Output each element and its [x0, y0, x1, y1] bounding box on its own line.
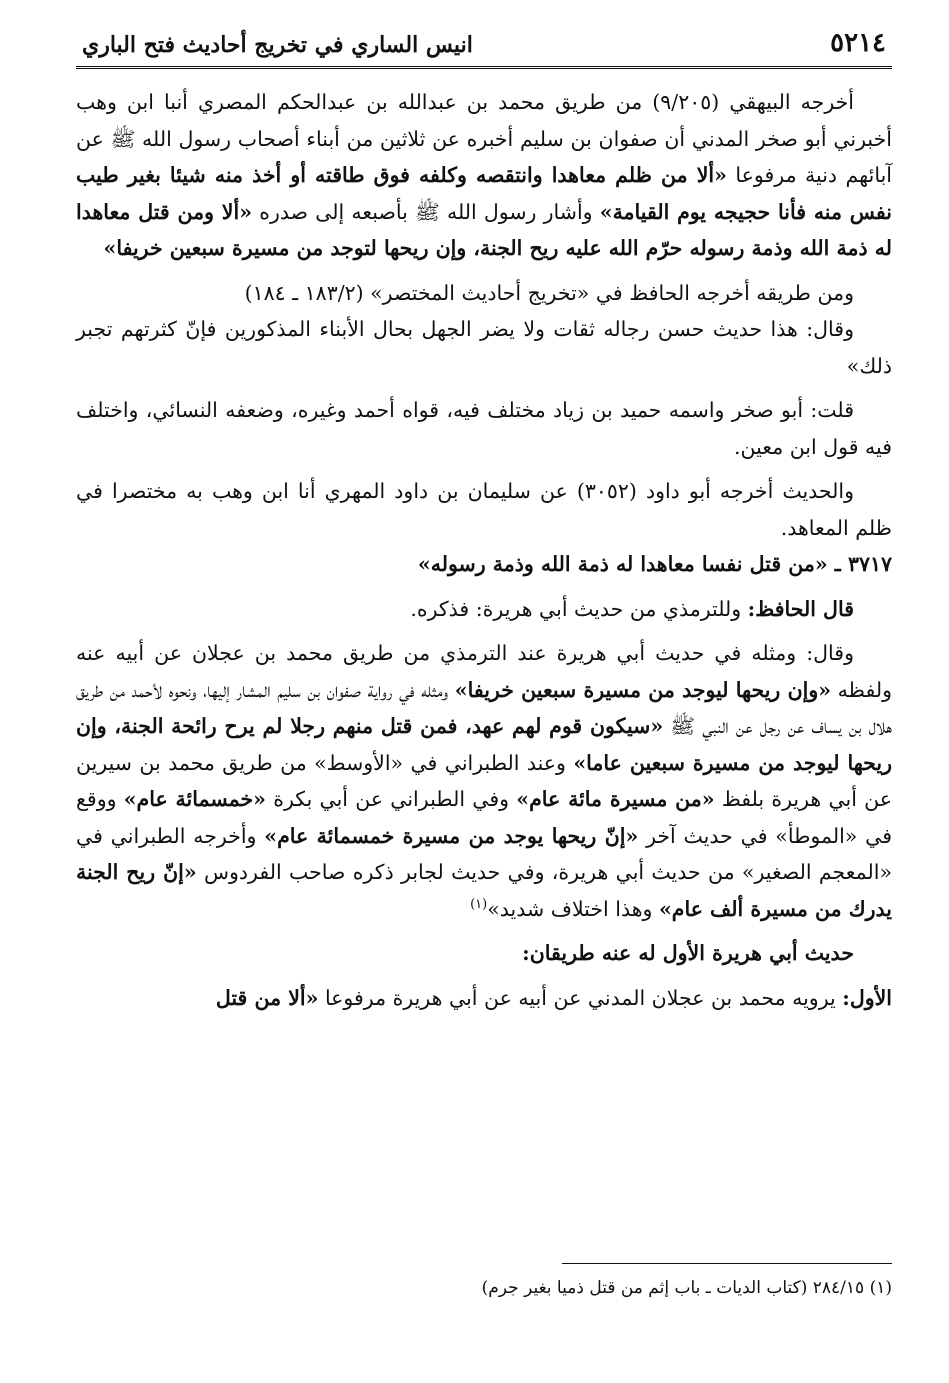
page-header	[76, 26, 892, 69]
al-awwal-label: الأول:	[842, 985, 892, 1010]
paragraph-tirmidhi	[76, 635, 892, 927]
hadith-quote: «ألا ومن قتل معاهدا له ذمة الله وذمة رسوله حرّم الله عليه ريح الجنة، وإن ريحها لتوجد من مسيرة سبعين خريفا»	[76, 199, 892, 260]
paragraph-text: ومثله في رواية صفوان بن سليم المشار إليها، ونحوه لأحمد من طريق هلال بن يساف عن رجل عن النبي ﷺ	[76, 677, 892, 738]
paragraph-qala: وقال: هذا حديث حسن رجاله ثقات ولا يضر الجهل بحال الأبناء المذكورين فإنّ كثرتهم تجبر ذلك»	[76, 317, 892, 378]
paragraph-al-awwal	[76, 980, 892, 1017]
book-title: انيس الساري في تخريج أحاديث فتح الباري	[82, 32, 473, 58]
main-text	[76, 84, 892, 1016]
paragraph-text: يرويه محمد بن عجلان المدني عن أبيه عن أبي هريرة مرفوعا	[318, 985, 843, 1010]
hadith-quote: «إنّ ريح الجنة يدرك من مسيرة ألف عام»	[76, 860, 892, 921]
paragraph-bayhaqi	[76, 84, 892, 267]
hadith-quote: «إنّ ريحها يوجد من مسيرة خمسمائة عام»	[264, 823, 639, 848]
hadith-quote: «من مسيرة مائة عام»	[516, 787, 715, 811]
paragraph-text: وعند الطبراني في «الأوسط» من طريق محمد بن سيرين عن أبي هريرة بلفظ	[76, 750, 893, 811]
footnote-marker: (١)	[470, 896, 488, 912]
paragraph-abu-dawud: والحديث أخرجه أبو داود (٣٠٥٢) عن سليمان بن داود المهري أنا ابن وهب به مختصرا في ظلم المعاهد.	[76, 479, 892, 540]
hadith-quote: «سيكون قوم لهم عهد، فمن قتل منهم رجلا لم يرح رائحة الجنة، وإن ريحها ليوجد من مسيرة سبعين عاما»	[76, 714, 893, 775]
hadith-quote: «ألا من ظلم معاهدا وانتقصه وكلفه فوق طاقته أو أخذ منه شيئا بغير طيب نفس منه فأنا حجيجه يوم القيامة»	[76, 163, 892, 224]
hadith-heading-3717	[76, 546, 892, 583]
hafiz-label: قال الحافظ:	[747, 596, 854, 621]
paragraph-text: أخرجه البيهقي (٩/٢٠٥) من طريق محمد بن عبدالله بن عبدالحكم المصري أنبا ابن وهب أخبرني أبو صخر المدني أن صفوان بن سليم أخبره عن ثلاثين من أبناء أصحاب رسول الله ﷺ عن آبائهم دنية مرفوعا	[76, 90, 892, 187]
paragraph-text: وللترمذي من حديث أبي هريرة: فذكره.	[410, 596, 748, 621]
paragraph-qal-al-hafiz	[76, 591, 892, 628]
paragraph-text: ووقع في «الموطأ» في حديث آخر	[76, 787, 893, 848]
paragraph-hafiz-takhrij: ومن طريقه أخرجه الحافظ في «تخريج أحاديث المختصر» (١٨٣/٢ ـ ١٨٤)	[244, 280, 854, 305]
footnote-divider	[562, 1263, 892, 1264]
paragraph-qultu: قلت: أبو صخر واسمه حميد بن زياد مختلف فيه، قواه أحمد وغيره، وضعفه النسائي، واختلف فيه قول ابن معين.	[76, 398, 892, 459]
footnote: (١) ٢٨٤/١٥ (كتاب الديات ـ باب إثم من قتل ذميا بغير جرم)	[481, 1278, 892, 1298]
paragraph-text: وهذا اختلاف شديد»	[487, 896, 659, 921]
hadith-heading-text: ٣٧١٧ ـ «من قتل نفسا معاهدا له ذمة الله وذمة رسوله»	[417, 552, 892, 576]
paragraph-text: وأخرجه الطبراني في «المعجم الصغير» من حديث أبي هريرة، وفي حديث لجابر ذكره صاحب الفردوس	[76, 823, 893, 884]
hadith-quote: «ألا من قتل	[215, 985, 319, 1010]
subheading-text: حديث أبي هريرة الأول له عنه طريقان:	[522, 941, 854, 965]
paragraph-text: وأشار رسول الله ﷺ بأصبعه إلى صدره	[252, 199, 600, 224]
paragraph-text: وفي الطبراني عن أبي بكرة	[265, 787, 517, 811]
hadith-quote: «وإن ريحها ليوجد من مسيرة سبعين خريفا»	[454, 677, 832, 702]
page-number: ٥٢١٤	[830, 28, 886, 58]
paragraph-text: وقال: ومثله في حديث أبي هريرة عند الترمذي من طريق محمد بن عجلان عن أبيه عنه ولفظه	[76, 641, 892, 702]
subheading-turuq	[76, 935, 892, 972]
hadith-quote: «خمسمائة عام»	[123, 787, 266, 811]
